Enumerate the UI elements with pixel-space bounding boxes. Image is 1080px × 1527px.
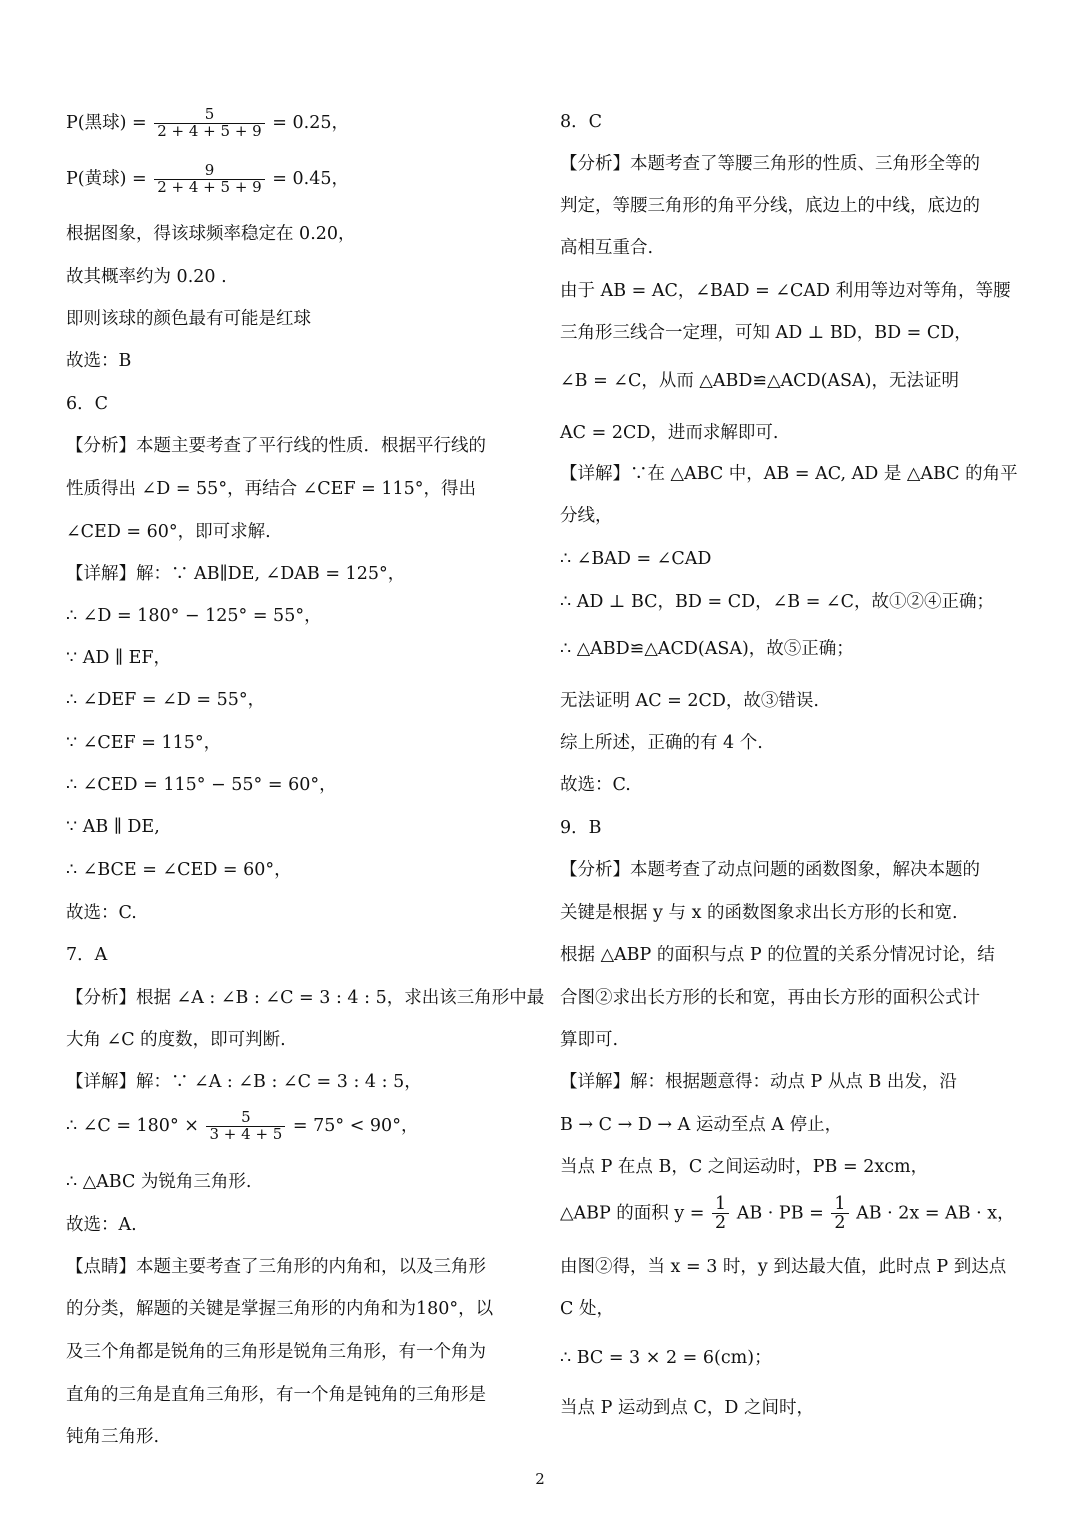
right-column-line: 【分析】本题考查了等腰三角形的性质、三角形全等的	[560, 154, 980, 174]
right-column-line: 由图②得，当 x = 3 时，y 到达最大值，此时点 P 到达点	[560, 1257, 1007, 1277]
left-column-line: 故选：C.	[66, 903, 137, 923]
left-column-line: 【详解】解：∵ AB∥DE, ∠DAB = 125°，	[66, 564, 406, 584]
fraction: $\frac{9}{2 + 4 + 5 + 9}$	[154, 163, 265, 196]
left-column-line: 故选：A.	[66, 1215, 137, 1235]
left-column-line: ∴ ∠D = 180° − 125° = 55°，	[66, 606, 322, 626]
left-column-line: 的分类，解题的关键是掌握三角形的内角和为180°，以	[66, 1299, 494, 1319]
right-column-line: 算即可.	[560, 1030, 619, 1050]
right-column-line: 无法证明 AC = 2CD，故③错误.	[560, 691, 819, 711]
fraction: $\frac{5}{3 + 4 + 5}$	[206, 1110, 285, 1143]
right-column-line: 当点 P 运动到点 C，D 之间时，	[560, 1398, 814, 1418]
right-column-line: AC = 2CD，进而求解即可.	[560, 423, 779, 443]
right-column-line: 分线，	[560, 506, 613, 526]
left-column-line: 6．C	[66, 394, 109, 414]
fraction: $\frac{1}{2}$	[831, 1195, 848, 1233]
right-column-line: 当点 P 在点 B，C 之间运动时，PB = 2xcm，	[560, 1157, 929, 1177]
left-column-line	[66, 163, 349, 196]
left-column-line: ∵ AB ∥ DE,	[66, 817, 160, 837]
text-run: AB · 2x = AB · x，	[850, 1203, 1015, 1224]
left-column-line: ∴ ∠BCE = ∠CED = 60°，	[66, 860, 292, 880]
right-column-line: 根据 △ABP 的面积与点 P 的位置的关系分情况讨论，结	[560, 945, 995, 965]
right-column-line: 合图②求出长方形的长和宽，再由长方形的面积公式计	[560, 988, 980, 1008]
right-column-line	[560, 1195, 1015, 1233]
right-column-line: 关键是根据 y 与 x 的函数图象求出长方形的长和宽.	[560, 903, 958, 923]
text-run: △ABP 的面积 y =	[560, 1203, 711, 1224]
text-run: P(黑球) =	[66, 112, 153, 133]
left-column-line: 故选：B	[66, 351, 132, 371]
right-column-line: 由于 AB = AC，∠BAD = ∠CAD 利用等边对等角，等腰	[560, 281, 1011, 301]
left-column-line: 故其概率约为 0.20 .	[66, 267, 227, 287]
left-column-line: ∠CED = 60°，即可求解.	[66, 522, 271, 542]
left-column-line: 大角 ∠C 的度数，即可判断.	[66, 1030, 286, 1050]
page-number: 2	[535, 1470, 545, 1488]
left-column-line	[66, 1110, 418, 1143]
right-column-line: 综上所述，正确的有 4 个.	[560, 733, 763, 753]
left-column-line: 直角的三角是直角三角形，有一个角是钝角的三角形是	[66, 1385, 486, 1405]
left-column-line: ∵ AD ∥ EF，	[66, 648, 171, 668]
left-column-line: 7．A	[66, 945, 108, 965]
right-column-line: 【分析】本题考查了动点问题的函数图象，解决本题的	[560, 860, 980, 880]
left-column-line: 根据图象，得该球频率稳定在 0.20，	[66, 224, 356, 244]
left-column-line: ∵ ∠CEF = 115°，	[66, 733, 222, 753]
left-column-line	[66, 107, 349, 140]
right-column-line: 高相互重合.	[560, 238, 654, 258]
left-column-line: 及三个角都是锐角的三角形是锐角三角形，有一个角为	[66, 1342, 486, 1362]
text-run: AB · PB =	[731, 1203, 830, 1224]
right-column-line: 【详解】解：根据题意得：动点 P 从点 B 出发，沿	[560, 1072, 957, 1092]
text-run: ∴ ∠C = 180° ×	[66, 1115, 205, 1136]
left-column-line: ∴ ∠CED = 115° − 55° = 60°，	[66, 775, 337, 795]
right-column-line: 8．C	[560, 112, 603, 132]
right-column-line: 三角形三线合一定理，可知 AD ⊥ BD，BD = CD，	[560, 323, 972, 343]
right-column-line: 【详解】∵在 △ABC 中，AB = AC, AD 是 △ABC 的角平	[560, 464, 1018, 484]
left-column-line: 【详解】解：∵ ∠A : ∠B : ∠C = 3 : 4 : 5，	[66, 1072, 422, 1092]
right-column-line: 判定，等腰三角形的角平分线，底边上的中线，底边的	[560, 196, 980, 216]
text-run: = 75° < 90°，	[287, 1115, 419, 1136]
right-column-line: ∴ BC = 3 × 2 = 6(cm)；	[560, 1348, 772, 1368]
right-column-line: ∴ AD ⊥ BC，BD = CD，∠B = ∠C，故①②④正确；	[560, 592, 994, 612]
fraction: $\frac{5}{2 + 4 + 5 + 9}$	[154, 107, 265, 140]
text-run: = 0.25，	[266, 112, 349, 133]
text-run: P(黄球) =	[66, 168, 153, 189]
right-column-line: ∴ ∠BAD = ∠CAD	[560, 549, 712, 569]
fraction: $\frac{1}{2}$	[712, 1195, 729, 1233]
right-column-line: C 处，	[560, 1299, 614, 1319]
right-column-line: B → C → D → A 运动至点 A 停止，	[560, 1115, 843, 1135]
left-column-line: 性质得出 ∠D = 55°，再结合 ∠CEF = 115°，得出	[66, 479, 477, 499]
left-column-line: ∴ △ABC 为锐角三角形.	[66, 1172, 252, 1192]
right-column-line: ∴ △ABD≌△ACD(ASA)，故⑤正确；	[560, 639, 854, 659]
right-column-line: ∠B = ∠C，从而 △ABD≌△ACD(ASA)，无法证明	[560, 371, 960, 391]
left-column-line: 【点睛】本题主要考查了三角形的内角和，以及三角形	[66, 1257, 486, 1277]
right-column-line: 故选：C.	[560, 775, 631, 795]
left-column-line: 【分析】根据 ∠A : ∠B : ∠C = 3 : 4 : 5，求出该三角形中最	[66, 988, 545, 1008]
left-column-line: ∴ ∠DEF = ∠D = 55°，	[66, 690, 266, 710]
left-column-line: 即则该球的颜色最有可能是红球	[66, 309, 311, 329]
left-column-line: 钝角三角形.	[66, 1427, 160, 1447]
right-column-line: 9．B	[560, 818, 602, 838]
left-column-line: 【分析】本题主要考查了平行线的性质．根据平行线的	[66, 436, 486, 456]
text-run: = 0.45，	[266, 168, 349, 189]
